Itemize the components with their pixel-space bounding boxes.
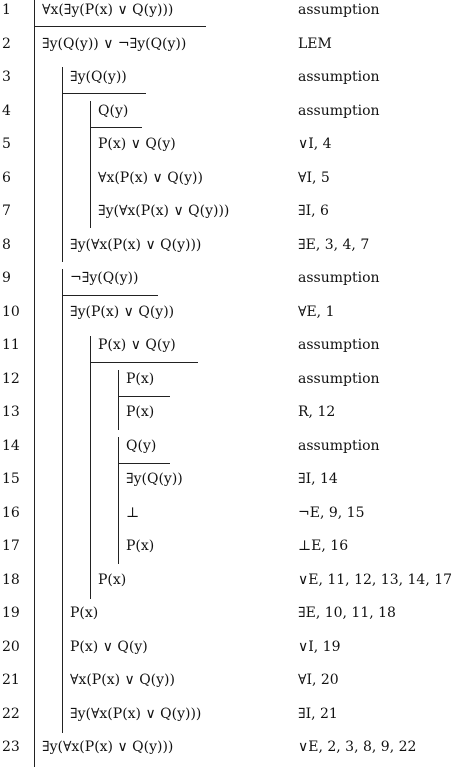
proof-line: [0, 503, 457, 536]
justification: ⊥E, 16: [298, 538, 349, 554]
line-number: 6: [2, 169, 11, 186]
justification: ∃E, 3, 4, 7: [298, 236, 370, 253]
formula: P(x) ∨ Q(y): [70, 638, 148, 655]
proof-line: [0, 101, 457, 134]
line-number: 20: [2, 638, 20, 655]
line-number: 8: [2, 236, 11, 253]
line-number: 12: [2, 370, 20, 387]
proof-line: [0, 0, 457, 33]
formula: ∃y(Q(y)): [70, 69, 127, 85]
line-number: 21: [2, 672, 20, 688]
formula: P(x) ∨ Q(y): [98, 337, 176, 353]
justification: assumption: [298, 370, 380, 387]
proof-line: [0, 436, 457, 469]
line-number: 4: [2, 102, 11, 119]
justification: assumption: [298, 437, 380, 454]
line-number: 23: [2, 739, 20, 755]
justification: assumption: [298, 270, 380, 286]
proof-line: [0, 670, 457, 703]
formula: ¬∃y(Q(y)): [70, 270, 139, 286]
formula: P(x): [126, 370, 155, 387]
line-number: 10: [2, 303, 20, 320]
justification: ∀I, 20: [298, 672, 339, 688]
formula: ∀x(∃y(P(x) ∨ Q(y))): [42, 2, 174, 18]
proof-line: [0, 268, 457, 301]
justification: ∨E, 2, 3, 8, 9, 22: [298, 739, 417, 755]
proof-line: [0, 168, 457, 201]
justification: assumption: [298, 337, 380, 353]
line-number: 14: [2, 437, 20, 454]
proof-line: [0, 134, 457, 167]
line-number: 9: [2, 270, 11, 286]
proof-line: [0, 34, 457, 67]
line-number: 17: [2, 538, 20, 554]
line-number: 7: [2, 203, 11, 219]
line-number: 11: [2, 337, 20, 353]
line-number: 22: [2, 705, 20, 722]
justification: ∨I, 4: [298, 136, 332, 152]
formula: ∀x(P(x) ∨ Q(y)): [98, 169, 203, 186]
formula: ∃y(∀x(P(x) ∨ Q(y))): [98, 203, 230, 219]
proof-line: [0, 67, 457, 100]
proof-line: [0, 302, 457, 335]
proof-line: [0, 737, 457, 770]
justification: assumption: [298, 2, 380, 18]
proof-line: [0, 603, 457, 636]
justification: ∃I, 21: [298, 705, 338, 722]
proof-line: [0, 335, 457, 368]
formula: ∃y(P(x) ∨ Q(y)): [70, 303, 175, 320]
line-number: 18: [2, 571, 20, 588]
justification: ∨E, 11, 12, 13, 14, 17: [298, 571, 453, 588]
line-number: 13: [2, 404, 20, 420]
proof-line: [0, 369, 457, 402]
formula: Q(y): [98, 102, 129, 119]
line-number: 1: [2, 2, 11, 18]
line-number: 19: [2, 605, 20, 621]
formula: P(x): [126, 538, 155, 554]
justification: assumption: [298, 69, 380, 85]
justification: ∀I, 5: [298, 169, 330, 186]
proof-line: [0, 469, 457, 502]
line-number: 3: [2, 69, 11, 85]
justification: ∃I, 14: [298, 471, 338, 487]
formula: ∀x(P(x) ∨ Q(y)): [70, 672, 175, 688]
formula: ∃y(Q(y)): [126, 471, 183, 487]
justification: ∨I, 19: [298, 638, 341, 655]
line-number: 16: [2, 504, 20, 521]
justification: ∃I, 6: [298, 203, 329, 219]
formula: ∃y(∀x(P(x) ∨ Q(y))): [42, 739, 174, 755]
proof-line: [0, 637, 457, 670]
justification: ¬E, 9, 15: [298, 504, 365, 521]
formula: ∃y(∀x(P(x) ∨ Q(y))): [70, 705, 202, 722]
proof-line: [0, 201, 457, 234]
formula: Q(y): [126, 437, 157, 454]
line-number: 5: [2, 136, 11, 152]
formula: P(x): [126, 404, 155, 420]
line-number: 2: [2, 35, 11, 52]
justification: R, 12: [298, 404, 336, 420]
formula: ⊥: [126, 504, 140, 521]
proof-line: [0, 570, 457, 603]
justification: ∃E, 10, 11, 18: [298, 605, 396, 621]
formula: P(x): [98, 571, 127, 588]
formula: ∃y(∀x(P(x) ∨ Q(y))): [70, 236, 202, 253]
justification: assumption: [298, 102, 380, 119]
justification: ∀E, 1: [298, 303, 335, 320]
formula: P(x) ∨ Q(y): [98, 136, 176, 152]
proof-line: [0, 536, 457, 569]
proof-line: [0, 235, 457, 268]
line-number: 15: [2, 471, 20, 487]
proof-line: [0, 704, 457, 737]
formula: ∃y(Q(y)) ∨ ¬∃y(Q(y)): [42, 35, 187, 52]
proof-line: [0, 402, 457, 435]
formula: P(x): [70, 605, 99, 621]
justification: LEM: [298, 35, 332, 52]
